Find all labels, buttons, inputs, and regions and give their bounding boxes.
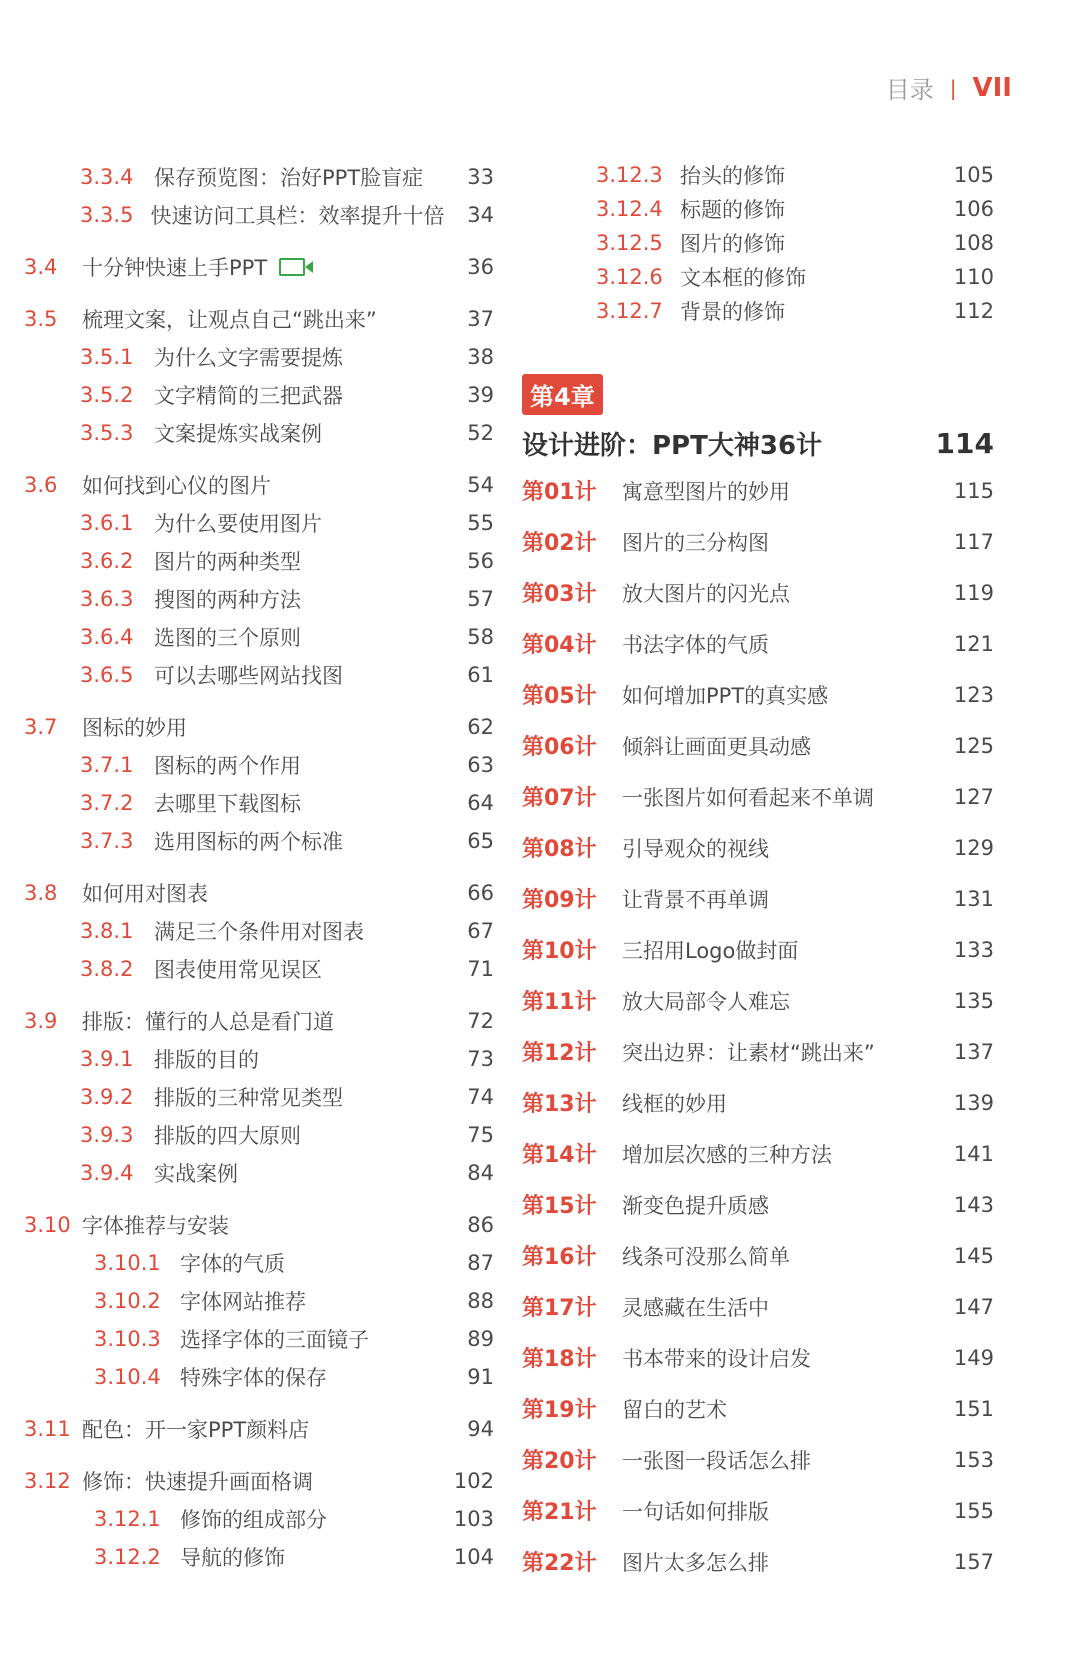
toc-section[interactable] (24, 1410, 494, 1448)
toc-subsection[interactable] (24, 1358, 494, 1396)
entry-number: 3.8 (24, 881, 58, 905)
entry-number: 第02计 (522, 531, 597, 556)
toc-tip[interactable] (522, 1281, 994, 1332)
entry-page: 108 (953, 231, 994, 255)
entry-number: 3.5.1 (80, 345, 134, 369)
entry-title: 排版的四大原则 (154, 1124, 301, 1148)
entry-page: 103 (453, 1507, 494, 1531)
entry-title: 选图的三个原则 (154, 626, 301, 650)
entry-number: 3.5.2 (80, 383, 134, 407)
toc-subsection[interactable] (24, 784, 494, 822)
entry-number: 3.7 (24, 715, 58, 739)
chapter-title: 设计进阶：PPT大神36计 (522, 430, 823, 461)
entry-number: 3.3.4 (80, 165, 134, 189)
entry-number: 3.12.4 (596, 197, 663, 221)
toc-tip[interactable] (522, 924, 994, 975)
page-header (886, 70, 1012, 105)
toc-section[interactable] (24, 1002, 494, 1040)
entry-page: 88 (467, 1289, 494, 1313)
entry-number: 3.11 (24, 1417, 71, 1441)
entry-number: 第06计 (522, 735, 597, 760)
entry-page: 87 (467, 1251, 494, 1275)
toc-tip[interactable] (522, 1536, 994, 1587)
entry-page: 67 (467, 919, 494, 943)
toc-right-column (522, 158, 994, 1587)
entry-number: 3.6.3 (80, 587, 134, 611)
entry-number: 3.7.2 (80, 791, 134, 815)
toc-section[interactable] (24, 874, 494, 912)
entry-page: 145 (953, 1243, 994, 1268)
toc-subsection[interactable] (24, 912, 494, 950)
entry-title: 图标的妙用 (82, 716, 187, 740)
entry-title: 背景的修饰 (680, 300, 785, 324)
entry-page: 112 (953, 299, 994, 323)
entry-page: 64 (467, 791, 494, 815)
entry-number: 3.10.2 (94, 1289, 161, 1313)
entry-number: 3.12.6 (596, 265, 663, 289)
toc-tip[interactable] (522, 822, 994, 873)
entry-number: 3.5 (24, 307, 58, 331)
entry-title: 排版的目的 (154, 1048, 259, 1072)
entry-number: 第14计 (522, 1143, 597, 1168)
entry-title: 字体推荐与安装 (82, 1214, 229, 1238)
entry-page: 57 (467, 587, 494, 611)
entry-page: 52 (467, 421, 494, 445)
toc-subsection[interactable] (522, 294, 994, 328)
entry-page: 62 (467, 715, 494, 739)
entry-page: 137 (953, 1039, 994, 1064)
toc-subsection[interactable] (24, 542, 494, 580)
entry-page: 147 (953, 1294, 994, 1319)
entry-title: 梳理文案，让观点自己“跳出来” (82, 308, 377, 332)
toc-subsection[interactable] (24, 414, 494, 452)
toc-subsection[interactable] (24, 1282, 494, 1320)
entry-page: 117 (953, 529, 994, 554)
entry-page: 65 (467, 829, 494, 853)
entry-number: 第18计 (522, 1347, 597, 1372)
entry-number: 3.12.2 (94, 1545, 161, 1569)
entry-title: 修饰的组成部分 (180, 1508, 327, 1532)
entry-title: 如何用对图表 (82, 882, 208, 906)
entry-number: 3.12 (24, 1469, 71, 1493)
entry-page: 141 (953, 1141, 994, 1166)
toc-subsection[interactable] (24, 1154, 494, 1192)
entry-number: 第09计 (522, 888, 597, 913)
entry-page: 139 (953, 1090, 994, 1115)
entry-title: 线条可没那么简单 (622, 1244, 790, 1269)
toc-tip[interactable] (522, 873, 994, 924)
entry-number: 第19计 (522, 1398, 597, 1423)
entry-number: 第13计 (522, 1092, 597, 1117)
entry-page: 63 (467, 753, 494, 777)
entry-page: 61 (467, 663, 494, 687)
entry-page: 33 (467, 165, 494, 189)
entry-page: 73 (467, 1047, 494, 1071)
section-3-12-continued (522, 158, 994, 328)
entry-page: 56 (467, 549, 494, 573)
entry-number: 3.10.1 (94, 1251, 161, 1275)
toc-subsection[interactable] (24, 1320, 494, 1358)
entry-title: 增加层次感的三种方法 (622, 1142, 832, 1167)
entry-title: 留白的艺术 (622, 1397, 727, 1422)
entry-title: 寓意型图片的妙用 (622, 479, 790, 504)
toc-tip[interactable] (522, 1179, 994, 1230)
entry-page: 72 (467, 1009, 494, 1033)
toc-tip[interactable] (522, 720, 994, 771)
entry-title: 抬头的修饰 (680, 164, 785, 188)
entry-number: 3.10.3 (94, 1327, 161, 1351)
toc-tip[interactable] (522, 1485, 994, 1536)
toc-tip[interactable] (522, 465, 994, 516)
entry-title: 灵感藏在生活中 (622, 1295, 769, 1320)
entry-title: 实战案例 (154, 1162, 238, 1186)
toc-tip[interactable] (522, 1026, 994, 1077)
toc-subsection[interactable] (24, 338, 494, 376)
entry-number: 3.6.1 (80, 511, 134, 535)
entry-page: 125 (953, 733, 994, 758)
entry-page: 37 (467, 307, 494, 331)
entry-number: 3.12.7 (596, 299, 663, 323)
entry-title: 满足三个条件用对图表 (154, 920, 364, 944)
entry-title: 三招用Logo做封面 (622, 938, 799, 963)
entry-title: 去哪里下载图标 (154, 792, 301, 816)
entry-number: 3.6.2 (80, 549, 134, 573)
toc-subsection[interactable] (24, 1538, 494, 1576)
entry-number: 3.12.3 (596, 163, 663, 187)
entry-title: 快速访问工具栏：效率提升十倍 (150, 204, 445, 228)
toc-tip[interactable] (522, 1128, 994, 1179)
toc-subsection[interactable] (522, 158, 994, 192)
entry-title: 书本带来的设计启发 (622, 1346, 811, 1371)
entry-page: 110 (953, 265, 994, 289)
entry-title: 图片的修饰 (680, 232, 785, 256)
entry-page: 155 (953, 1498, 994, 1523)
toc-subsection[interactable] (522, 260, 994, 294)
toc-tip[interactable] (522, 1230, 994, 1281)
toc-subsection[interactable] (24, 746, 494, 784)
entry-number: 3.7.1 (80, 753, 134, 777)
chapter-badge: 第4章 (522, 374, 603, 415)
entry-title: 放大图片的闪光点 (622, 581, 790, 606)
entry-page: 106 (953, 197, 994, 221)
entry-page: 143 (953, 1192, 994, 1217)
entry-title: 图片的三分构图 (622, 530, 769, 555)
entry-title: 线框的妙用 (622, 1091, 727, 1116)
entry-title: 文案提炼实战案例 (154, 422, 322, 446)
entry-page: 105 (953, 163, 994, 187)
toc-tip[interactable] (522, 669, 994, 720)
entry-page: 36 (467, 255, 494, 279)
toc-subsection[interactable] (24, 158, 494, 196)
entry-page: 115 (953, 478, 994, 503)
toc-subsection[interactable] (24, 822, 494, 860)
entry-page: 133 (953, 937, 994, 962)
entry-number: 第15计 (522, 1194, 597, 1219)
toc-tip[interactable] (522, 1434, 994, 1485)
entry-title: 特殊字体的保存 (180, 1366, 327, 1390)
entry-title: 为什么文字需要提炼 (154, 346, 343, 370)
entry-page: 84 (467, 1161, 494, 1185)
entry-page: 39 (467, 383, 494, 407)
toc-section[interactable] (24, 708, 494, 746)
toc-subsection[interactable] (24, 1116, 494, 1154)
toc-subsection[interactable] (522, 192, 994, 226)
entry-page: 149 (953, 1345, 994, 1370)
entry-number: 3.8.2 (80, 957, 134, 981)
entry-title: 一句话如何排版 (622, 1499, 769, 1524)
header-separator: | (949, 75, 957, 100)
entry-title: 十分钟快速上手PPT (82, 256, 268, 280)
toc-section[interactable] (24, 466, 494, 504)
entry-number: 3.9.4 (80, 1161, 134, 1185)
toc-tip[interactable] (522, 975, 994, 1026)
entry-title: 导航的修饰 (180, 1546, 285, 1570)
entry-title: 可以去哪些网站找图 (154, 664, 343, 688)
entry-number: 3.9.2 (80, 1085, 134, 1109)
entry-page: 66 (467, 881, 494, 905)
entry-page: 135 (953, 988, 994, 1013)
toc-left-column (24, 158, 494, 1576)
toc-subsection[interactable] (24, 656, 494, 694)
entry-page: 127 (953, 784, 994, 809)
entry-title: 突出边界：让素材“跳出来” (622, 1040, 875, 1065)
toc-section[interactable] (24, 1206, 494, 1244)
entry-title: 渐变色提升质感 (622, 1193, 769, 1218)
entry-page: 71 (467, 957, 494, 981)
entry-page: 91 (467, 1365, 494, 1389)
chapter-page: 114 (935, 426, 994, 460)
entry-number: 3.6 (24, 473, 58, 497)
entry-number: 第08计 (522, 837, 597, 862)
toc-tip[interactable] (522, 1332, 994, 1383)
toc-tip[interactable] (522, 1383, 994, 1434)
entry-title: 图标的两个作用 (154, 754, 301, 778)
header-label: 目录 (885, 76, 934, 104)
entry-page: 55 (467, 511, 494, 535)
entry-title: 一张图一段话怎么排 (622, 1448, 811, 1473)
entry-number: 第11计 (522, 990, 597, 1015)
entry-title: 字体的气质 (180, 1252, 285, 1276)
entry-number: 第05计 (522, 684, 597, 709)
entry-number: 3.4 (24, 255, 58, 279)
entry-page: 34 (467, 203, 494, 227)
entry-title: 一张图片如何看起来不单调 (622, 785, 874, 810)
entry-number: 第20计 (522, 1449, 597, 1474)
entry-title: 保存预览图：治好PPT脸盲症 (154, 166, 424, 190)
entry-title: 字体网站推荐 (180, 1290, 306, 1314)
entry-page: 58 (467, 625, 494, 649)
toc-subsection[interactable] (24, 950, 494, 988)
entry-number: 3.12.1 (94, 1507, 161, 1531)
entry-page: 102 (453, 1469, 494, 1493)
entry-number: 3.12.5 (596, 231, 663, 255)
entry-page: 129 (953, 835, 994, 860)
page-number: VII (972, 72, 1012, 103)
entry-title: 倾斜让画面更具动感 (622, 734, 811, 759)
entry-title: 书法字体的气质 (622, 632, 769, 657)
entry-number: 3.3.5 (80, 203, 134, 227)
entry-number: 3.10 (24, 1213, 71, 1237)
entry-title: 选用图标的两个标准 (154, 830, 343, 854)
entry-title: 为什么要使用图片 (154, 512, 322, 536)
toc-subsection[interactable] (24, 376, 494, 414)
entry-number: 3.6.4 (80, 625, 134, 649)
video-icon (279, 258, 305, 276)
entry-page: 89 (467, 1327, 494, 1351)
entry-page: 75 (467, 1123, 494, 1147)
entry-title: 标题的修饰 (680, 198, 785, 222)
entry-number: 3.8.1 (80, 919, 134, 943)
entry-number: 第22计 (522, 1551, 597, 1576)
entry-page: 86 (467, 1213, 494, 1237)
entry-title: 图表使用常见误区 (154, 958, 322, 982)
toc-tip[interactable] (522, 618, 994, 669)
entry-number: 第16计 (522, 1245, 597, 1270)
toc-tip[interactable] (522, 1077, 994, 1128)
entry-page: 54 (467, 473, 494, 497)
toc-section[interactable] (24, 248, 494, 286)
entry-title: 让背景不再单调 (622, 887, 769, 912)
entry-title: 放大局部令人难忘 (622, 989, 790, 1014)
entry-title: 选择字体的三面镜子 (180, 1328, 369, 1352)
entry-number: 3.10.4 (94, 1365, 161, 1389)
entry-number: 第03计 (522, 582, 597, 607)
entry-number: 3.9.1 (80, 1047, 134, 1071)
toc-tip[interactable] (522, 771, 994, 822)
toc-subsection[interactable] (24, 580, 494, 618)
entry-title: 排版的三种常见类型 (154, 1086, 343, 1110)
entry-number: 3.5.3 (80, 421, 134, 445)
entry-title: 配色：开一家PPT颜料店 (82, 1418, 310, 1442)
chapter-title-row[interactable] (522, 421, 994, 465)
toc-section[interactable] (24, 1462, 494, 1500)
entry-title: 文字精简的三把武器 (154, 384, 343, 408)
toc-tip[interactable] (522, 567, 994, 618)
entry-title: 修饰：快速提升画面格调 (82, 1470, 313, 1494)
toc-section[interactable] (24, 300, 494, 338)
entry-number: 第17计 (522, 1296, 597, 1321)
chapter-tips-list (522, 465, 994, 1587)
entry-title: 图片的两种类型 (154, 550, 301, 574)
entry-number: 第21计 (522, 1500, 597, 1525)
entry-page: 94 (467, 1417, 494, 1441)
entry-page: 157 (953, 1549, 994, 1574)
entry-number: 3.6.5 (80, 663, 134, 687)
toc-subsection[interactable] (522, 226, 994, 260)
entry-title: 图片太多怎么排 (622, 1550, 769, 1575)
entry-number: 3.9.3 (80, 1123, 134, 1147)
entry-number: 第10计 (522, 939, 597, 964)
entry-page: 119 (953, 580, 994, 605)
entry-number: 第01计 (522, 480, 597, 505)
entry-number: 3.7.3 (80, 829, 134, 853)
entry-page: 121 (953, 631, 994, 656)
toc-subsection[interactable] (24, 504, 494, 542)
entry-title: 文本框的修饰 (680, 266, 806, 290)
entry-title: 如何增加PPT的真实感 (622, 683, 829, 708)
entry-page: 74 (467, 1085, 494, 1109)
entry-number: 第12计 (522, 1041, 597, 1066)
entry-title: 排版：懂行的人总是看门道 (82, 1010, 334, 1034)
entry-title: 如何找到心仪的图片 (82, 474, 271, 498)
entry-page: 131 (953, 886, 994, 911)
toc-subsection[interactable] (24, 618, 494, 656)
entry-page: 153 (953, 1447, 994, 1472)
toc-subsection[interactable] (24, 1244, 494, 1282)
toc-subsection[interactable] (24, 196, 494, 234)
entry-number: 第04计 (522, 633, 597, 658)
entry-page: 123 (953, 682, 994, 707)
entry-number: 第07计 (522, 786, 597, 811)
toc-subsection[interactable] (24, 1500, 494, 1538)
toc-subsection[interactable] (24, 1078, 494, 1116)
entry-title: 引导观众的视线 (622, 836, 769, 861)
entry-page: 38 (467, 345, 494, 369)
entry-title: 搜图的两种方法 (154, 588, 301, 612)
entry-page: 104 (453, 1545, 494, 1569)
toc-subsection[interactable] (24, 1040, 494, 1078)
toc-tip[interactable] (522, 516, 994, 567)
entry-number: 3.9 (24, 1009, 58, 1033)
entry-page: 151 (953, 1396, 994, 1421)
